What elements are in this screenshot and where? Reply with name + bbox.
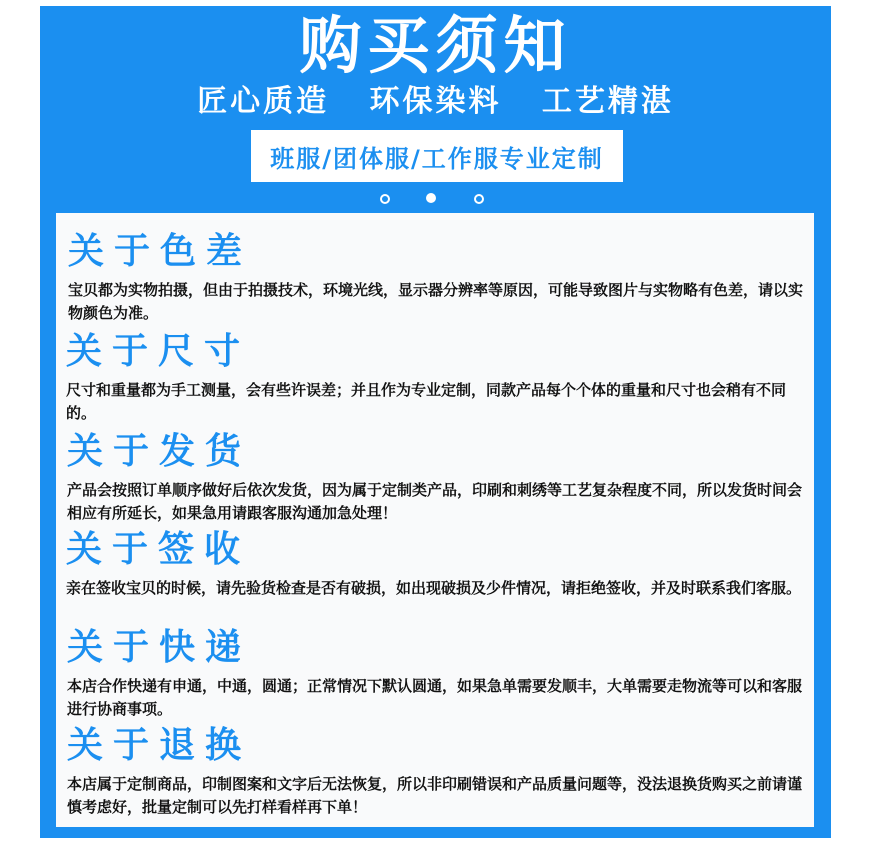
- section-courier: [56, 627, 814, 721]
- dot-icon: [380, 194, 390, 204]
- section-size: [56, 331, 814, 425]
- notice-frame: [40, 6, 831, 838]
- section-title: 关于发货: [67, 431, 252, 472]
- carousel-dots: [40, 194, 831, 206]
- dot-icon: [474, 194, 484, 204]
- notice-panel: [56, 213, 814, 827]
- section-color-difference: [56, 231, 814, 325]
- section-body: 本店合作快递有申通，中通，圆通；正常情况下默认圆通，如果急单需要发顺丰，大单需要走物流等可以和客服进行协商事项。: [67, 677, 803, 718]
- section-body: 产品会按照订单顺序做好后依次发货，因为属于定制类产品，印刷和刺绣等工艺复杂程度不同，所以发货时间会相应有所延长，如果急用请跟客服沟通加急处理！: [67, 481, 803, 522]
- section-shipping: [56, 431, 814, 525]
- page-title: 购买须知: [299, 9, 572, 82]
- section-title: 关于退换: [67, 725, 252, 766]
- section-body: 亲在签收宝贝的时候，请先验货检查是否有破损，如出现破损及少件情况，请拒绝签收，并及时联系我们客服。: [66, 579, 802, 597]
- section-title: 关于快递: [67, 627, 252, 668]
- section-body: 尺寸和重量都为手工测量，会有些许误差；并且作为专业定制，同款产品每个个体的重量和尺寸也会稍有不同的。: [66, 381, 787, 422]
- page-subtitle: 匠心质造 环保染料 工艺精湛: [197, 84, 674, 119]
- dot-active-icon: [426, 193, 436, 203]
- section-body: 本店属于定制商品，印制图案和文字后无法恢复，所以非印刷错误和产品质量问题等，没法退换货购买之前请谨慎考虑好，批量定制可以先打样看样再下单！: [67, 775, 803, 816]
- section-title: 关于尺寸: [66, 331, 251, 372]
- section-returns: [56, 725, 814, 819]
- section-body: 宝贝都为实物拍摄，但由于拍摄技术，环境光线，显示器分辨率等原因，可能导致图片与实物略有色差，请以实物颜色为准。: [68, 281, 804, 322]
- section-title: 关于签收: [66, 529, 251, 570]
- service-badge: 班服/团体服/工作服专业定制: [251, 130, 623, 182]
- section-title: 关于色差: [68, 231, 253, 272]
- section-receipt: [56, 529, 814, 600]
